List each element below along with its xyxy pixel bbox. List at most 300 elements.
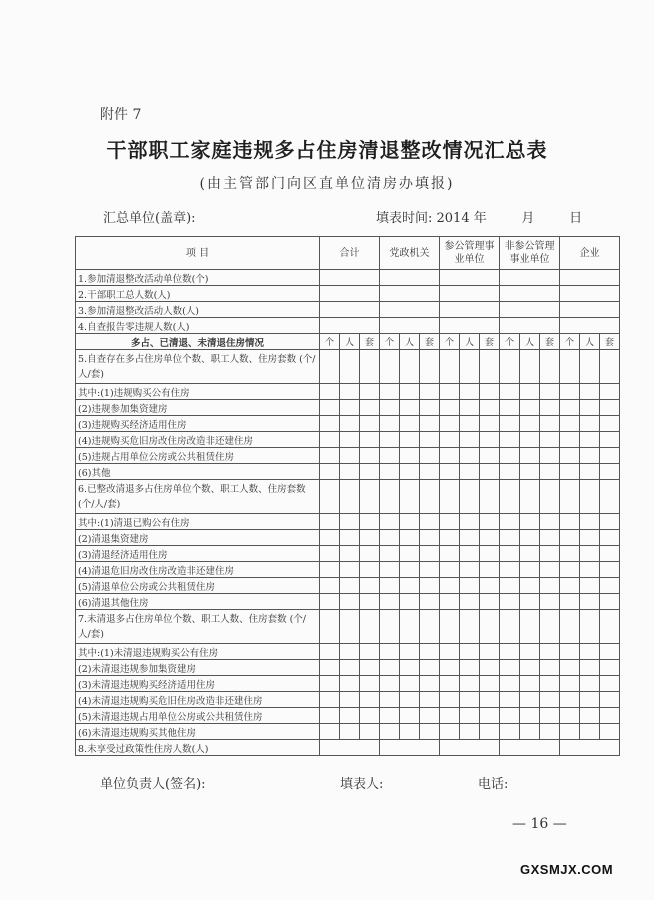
value-cell[interactable] — [400, 676, 420, 692]
value-cell[interactable] — [560, 416, 580, 432]
value-cell[interactable] — [440, 610, 460, 644]
value-cell[interactable] — [580, 416, 600, 432]
value-cell[interactable] — [360, 432, 380, 448]
value-cell[interactable] — [380, 286, 440, 302]
value-cell[interactable] — [520, 660, 540, 676]
value-cell[interactable] — [420, 530, 440, 546]
value-cell[interactable] — [580, 708, 600, 724]
value-cell[interactable] — [500, 708, 520, 724]
value-cell[interactable] — [560, 530, 580, 546]
value-cell[interactable] — [320, 676, 340, 692]
value-cell[interactable] — [440, 676, 460, 692]
value-cell[interactable] — [540, 432, 560, 448]
value-cell[interactable] — [320, 562, 340, 578]
value-cell[interactable] — [400, 594, 420, 610]
value-cell[interactable] — [540, 384, 560, 400]
value-cell[interactable] — [320, 448, 340, 464]
value-cell[interactable] — [360, 676, 380, 692]
value-cell[interactable] — [480, 708, 500, 724]
value-cell[interactable] — [540, 448, 560, 464]
value-cell[interactable] — [420, 610, 440, 644]
value-cell[interactable] — [440, 692, 460, 708]
value-cell[interactable] — [440, 660, 460, 676]
value-cell[interactable] — [600, 676, 620, 692]
value-cell[interactable] — [560, 562, 580, 578]
value-cell[interactable] — [340, 644, 360, 660]
value-cell[interactable] — [440, 416, 460, 432]
value-cell[interactable] — [480, 724, 500, 740]
value-cell[interactable] — [480, 546, 500, 562]
value-cell[interactable] — [520, 594, 540, 610]
value-cell[interactable] — [420, 724, 440, 740]
value-cell[interactable] — [420, 692, 440, 708]
value-cell[interactable] — [560, 724, 580, 740]
value-cell[interactable] — [420, 432, 440, 448]
value-cell[interactable] — [380, 594, 400, 610]
value-cell[interactable] — [460, 708, 480, 724]
value-cell[interactable] — [400, 480, 420, 514]
value-cell[interactable] — [560, 384, 580, 400]
value-cell[interactable] — [380, 562, 400, 578]
value-cell[interactable] — [520, 416, 540, 432]
value-cell[interactable] — [420, 400, 440, 416]
value-cell[interactable] — [520, 400, 540, 416]
value-cell[interactable] — [360, 350, 380, 384]
value-cell[interactable] — [460, 724, 480, 740]
value-cell[interactable] — [580, 480, 600, 514]
value-cell[interactable] — [520, 692, 540, 708]
value-cell[interactable] — [580, 350, 600, 384]
value-cell[interactable] — [560, 432, 580, 448]
value-cell[interactable] — [420, 660, 440, 676]
value-cell[interactable] — [340, 432, 360, 448]
value-cell[interactable] — [360, 594, 380, 610]
value-cell[interactable] — [600, 480, 620, 514]
value-cell[interactable] — [500, 400, 520, 416]
value-cell[interactable] — [440, 448, 460, 464]
value-cell[interactable] — [320, 692, 340, 708]
value-cell[interactable] — [400, 416, 420, 432]
value-cell[interactable] — [320, 416, 340, 432]
value-cell[interactable] — [500, 740, 560, 756]
value-cell[interactable] — [560, 644, 580, 660]
value-cell[interactable] — [340, 480, 360, 514]
value-cell[interactable] — [580, 594, 600, 610]
value-cell[interactable] — [520, 578, 540, 594]
value-cell[interactable] — [460, 578, 480, 594]
value-cell[interactable] — [580, 644, 600, 660]
value-cell[interactable] — [440, 740, 500, 756]
value-cell[interactable] — [460, 676, 480, 692]
value-cell[interactable] — [380, 318, 440, 334]
value-cell[interactable] — [360, 692, 380, 708]
value-cell[interactable] — [340, 708, 360, 724]
value-cell[interactable] — [380, 530, 400, 546]
value-cell[interactable] — [600, 562, 620, 578]
value-cell[interactable] — [460, 530, 480, 546]
value-cell[interactable] — [320, 610, 340, 644]
value-cell[interactable] — [320, 400, 340, 416]
value-cell[interactable] — [560, 400, 580, 416]
value-cell[interactable] — [400, 562, 420, 578]
value-cell[interactable] — [440, 644, 460, 660]
value-cell[interactable] — [400, 400, 420, 416]
value-cell[interactable] — [340, 350, 360, 384]
value-cell[interactable] — [400, 610, 420, 644]
value-cell[interactable] — [360, 480, 380, 514]
value-cell[interactable] — [480, 384, 500, 400]
value-cell[interactable] — [600, 708, 620, 724]
value-cell[interactable] — [540, 350, 560, 384]
value-cell[interactable] — [580, 562, 600, 578]
value-cell[interactable] — [320, 740, 380, 756]
value-cell[interactable] — [580, 432, 600, 448]
value-cell[interactable] — [500, 464, 520, 480]
value-cell[interactable] — [500, 562, 520, 578]
value-cell[interactable] — [420, 480, 440, 514]
value-cell[interactable] — [460, 692, 480, 708]
value-cell[interactable] — [500, 432, 520, 448]
value-cell[interactable] — [440, 400, 460, 416]
value-cell[interactable] — [560, 692, 580, 708]
value-cell[interactable] — [380, 660, 400, 676]
value-cell[interactable] — [560, 676, 580, 692]
value-cell[interactable] — [440, 708, 460, 724]
value-cell[interactable] — [440, 578, 460, 594]
value-cell[interactable] — [420, 384, 440, 400]
value-cell[interactable] — [380, 514, 400, 530]
value-cell[interactable] — [580, 610, 600, 644]
value-cell[interactable] — [580, 546, 600, 562]
value-cell[interactable] — [580, 660, 600, 676]
value-cell[interactable] — [540, 514, 560, 530]
value-cell[interactable] — [340, 530, 360, 546]
value-cell[interactable] — [480, 448, 500, 464]
value-cell[interactable] — [600, 578, 620, 594]
value-cell[interactable] — [480, 480, 500, 514]
value-cell[interactable] — [540, 692, 560, 708]
value-cell[interactable] — [500, 448, 520, 464]
value-cell[interactable] — [600, 660, 620, 676]
value-cell[interactable] — [320, 644, 340, 660]
value-cell[interactable] — [380, 416, 400, 432]
value-cell[interactable] — [500, 350, 520, 384]
value-cell[interactable] — [440, 530, 460, 546]
value-cell[interactable] — [520, 464, 540, 480]
value-cell[interactable] — [500, 594, 520, 610]
value-cell[interactable] — [380, 432, 400, 448]
value-cell[interactable] — [560, 286, 620, 302]
value-cell[interactable] — [340, 448, 360, 464]
value-cell[interactable] — [540, 676, 560, 692]
value-cell[interactable] — [460, 644, 480, 660]
value-cell[interactable] — [600, 692, 620, 708]
value-cell[interactable] — [400, 578, 420, 594]
value-cell[interactable] — [340, 692, 360, 708]
value-cell[interactable] — [340, 464, 360, 480]
value-cell[interactable] — [460, 384, 480, 400]
value-cell[interactable] — [400, 660, 420, 676]
value-cell[interactable] — [360, 644, 380, 660]
value-cell[interactable] — [380, 270, 440, 286]
value-cell[interactable] — [460, 464, 480, 480]
value-cell[interactable] — [400, 432, 420, 448]
value-cell[interactable] — [320, 464, 340, 480]
value-cell[interactable] — [320, 724, 340, 740]
value-cell[interactable] — [500, 676, 520, 692]
value-cell[interactable] — [520, 448, 540, 464]
value-cell[interactable] — [440, 594, 460, 610]
value-cell[interactable] — [480, 514, 500, 530]
value-cell[interactable] — [540, 724, 560, 740]
value-cell[interactable] — [480, 530, 500, 546]
value-cell[interactable] — [400, 724, 420, 740]
value-cell[interactable] — [440, 546, 460, 562]
value-cell[interactable] — [340, 546, 360, 562]
value-cell[interactable] — [360, 578, 380, 594]
value-cell[interactable] — [360, 610, 380, 644]
value-cell[interactable] — [320, 384, 340, 400]
value-cell[interactable] — [380, 384, 400, 400]
value-cell[interactable] — [400, 514, 420, 530]
value-cell[interactable] — [360, 464, 380, 480]
value-cell[interactable] — [580, 578, 600, 594]
value-cell[interactable] — [420, 676, 440, 692]
value-cell[interactable] — [500, 480, 520, 514]
value-cell[interactable] — [520, 610, 540, 644]
value-cell[interactable] — [320, 432, 340, 448]
value-cell[interactable] — [600, 432, 620, 448]
value-cell[interactable] — [600, 464, 620, 480]
value-cell[interactable] — [460, 546, 480, 562]
value-cell[interactable] — [480, 610, 500, 644]
value-cell[interactable] — [440, 270, 500, 286]
value-cell[interactable] — [600, 644, 620, 660]
value-cell[interactable] — [320, 302, 380, 318]
value-cell[interactable] — [600, 416, 620, 432]
value-cell[interactable] — [540, 578, 560, 594]
value-cell[interactable] — [460, 350, 480, 384]
value-cell[interactable] — [400, 644, 420, 660]
value-cell[interactable] — [400, 464, 420, 480]
value-cell[interactable] — [500, 724, 520, 740]
value-cell[interactable] — [540, 562, 560, 578]
value-cell[interactable] — [340, 676, 360, 692]
value-cell[interactable] — [520, 724, 540, 740]
value-cell[interactable] — [380, 610, 400, 644]
value-cell[interactable] — [320, 270, 380, 286]
value-cell[interactable] — [520, 384, 540, 400]
value-cell[interactable] — [460, 562, 480, 578]
value-cell[interactable] — [600, 530, 620, 546]
value-cell[interactable] — [480, 432, 500, 448]
value-cell[interactable] — [380, 578, 400, 594]
value-cell[interactable] — [500, 530, 520, 546]
value-cell[interactable] — [540, 610, 560, 644]
value-cell[interactable] — [560, 610, 580, 644]
value-cell[interactable] — [380, 644, 400, 660]
value-cell[interactable] — [360, 514, 380, 530]
value-cell[interactable] — [440, 432, 460, 448]
value-cell[interactable] — [520, 644, 540, 660]
value-cell[interactable] — [400, 708, 420, 724]
value-cell[interactable] — [360, 400, 380, 416]
value-cell[interactable] — [320, 480, 340, 514]
value-cell[interactable] — [380, 546, 400, 562]
value-cell[interactable] — [340, 594, 360, 610]
value-cell[interactable] — [500, 384, 520, 400]
value-cell[interactable] — [480, 350, 500, 384]
value-cell[interactable] — [500, 270, 560, 286]
value-cell[interactable] — [380, 480, 400, 514]
value-cell[interactable] — [460, 400, 480, 416]
value-cell[interactable] — [500, 302, 560, 318]
value-cell[interactable] — [500, 286, 560, 302]
value-cell[interactable] — [600, 546, 620, 562]
value-cell[interactable] — [600, 350, 620, 384]
value-cell[interactable] — [360, 708, 380, 724]
value-cell[interactable] — [480, 644, 500, 660]
value-cell[interactable] — [360, 546, 380, 562]
value-cell[interactable] — [380, 692, 400, 708]
value-cell[interactable] — [580, 464, 600, 480]
value-cell[interactable] — [580, 676, 600, 692]
value-cell[interactable] — [540, 530, 560, 546]
value-cell[interactable] — [400, 546, 420, 562]
value-cell[interactable] — [520, 708, 540, 724]
value-cell[interactable] — [360, 724, 380, 740]
value-cell[interactable] — [380, 740, 440, 756]
value-cell[interactable] — [400, 692, 420, 708]
value-cell[interactable] — [380, 676, 400, 692]
value-cell[interactable] — [420, 464, 440, 480]
value-cell[interactable] — [440, 350, 460, 384]
value-cell[interactable] — [480, 416, 500, 432]
value-cell[interactable] — [560, 708, 580, 724]
value-cell[interactable] — [320, 546, 340, 562]
value-cell[interactable] — [400, 350, 420, 384]
value-cell[interactable] — [400, 384, 420, 400]
value-cell[interactable] — [520, 676, 540, 692]
value-cell[interactable] — [420, 578, 440, 594]
value-cell[interactable] — [360, 660, 380, 676]
value-cell[interactable] — [360, 448, 380, 464]
value-cell[interactable] — [400, 530, 420, 546]
value-cell[interactable] — [560, 480, 580, 514]
value-cell[interactable] — [600, 448, 620, 464]
value-cell[interactable] — [520, 480, 540, 514]
value-cell[interactable] — [560, 740, 620, 756]
value-cell[interactable] — [480, 464, 500, 480]
value-cell[interactable] — [500, 514, 520, 530]
value-cell[interactable] — [580, 724, 600, 740]
value-cell[interactable] — [600, 610, 620, 644]
value-cell[interactable] — [500, 610, 520, 644]
value-cell[interactable] — [580, 530, 600, 546]
value-cell[interactable] — [320, 578, 340, 594]
value-cell[interactable] — [420, 448, 440, 464]
value-cell[interactable] — [360, 416, 380, 432]
value-cell[interactable] — [500, 644, 520, 660]
value-cell[interactable] — [440, 302, 500, 318]
value-cell[interactable] — [460, 416, 480, 432]
value-cell[interactable] — [600, 594, 620, 610]
value-cell[interactable] — [420, 594, 440, 610]
value-cell[interactable] — [320, 286, 380, 302]
value-cell[interactable] — [580, 400, 600, 416]
value-cell[interactable] — [340, 610, 360, 644]
value-cell[interactable] — [460, 594, 480, 610]
value-cell[interactable] — [440, 480, 460, 514]
value-cell[interactable] — [500, 416, 520, 432]
value-cell[interactable] — [520, 432, 540, 448]
value-cell[interactable] — [320, 660, 340, 676]
value-cell[interactable] — [560, 302, 620, 318]
value-cell[interactable] — [460, 610, 480, 644]
value-cell[interactable] — [460, 448, 480, 464]
value-cell[interactable] — [600, 384, 620, 400]
value-cell[interactable] — [320, 514, 340, 530]
value-cell[interactable] — [520, 562, 540, 578]
value-cell[interactable] — [380, 400, 400, 416]
value-cell[interactable] — [440, 724, 460, 740]
value-cell[interactable] — [440, 318, 500, 334]
value-cell[interactable] — [440, 514, 460, 530]
value-cell[interactable] — [540, 416, 560, 432]
value-cell[interactable] — [340, 562, 360, 578]
value-cell[interactable] — [420, 514, 440, 530]
value-cell[interactable] — [500, 318, 560, 334]
value-cell[interactable] — [340, 660, 360, 676]
value-cell[interactable] — [320, 530, 340, 546]
value-cell[interactable] — [580, 448, 600, 464]
value-cell[interactable] — [320, 708, 340, 724]
value-cell[interactable] — [580, 514, 600, 530]
value-cell[interactable] — [500, 578, 520, 594]
value-cell[interactable] — [420, 562, 440, 578]
value-cell[interactable] — [540, 480, 560, 514]
value-cell[interactable] — [340, 384, 360, 400]
value-cell[interactable] — [500, 692, 520, 708]
value-cell[interactable] — [360, 562, 380, 578]
value-cell[interactable] — [380, 724, 400, 740]
value-cell[interactable] — [440, 562, 460, 578]
value-cell[interactable] — [460, 660, 480, 676]
value-cell[interactable] — [440, 464, 460, 480]
value-cell[interactable] — [540, 546, 560, 562]
value-cell[interactable] — [340, 578, 360, 594]
value-cell[interactable] — [560, 578, 580, 594]
value-cell[interactable] — [580, 384, 600, 400]
value-cell[interactable] — [560, 514, 580, 530]
value-cell[interactable] — [500, 660, 520, 676]
value-cell[interactable] — [340, 400, 360, 416]
value-cell[interactable] — [460, 514, 480, 530]
value-cell[interactable] — [420, 708, 440, 724]
value-cell[interactable] — [420, 546, 440, 562]
value-cell[interactable] — [580, 692, 600, 708]
value-cell[interactable] — [360, 384, 380, 400]
value-cell[interactable] — [540, 594, 560, 610]
value-cell[interactable] — [460, 480, 480, 514]
value-cell[interactable] — [460, 432, 480, 448]
value-cell[interactable] — [480, 692, 500, 708]
value-cell[interactable] — [380, 708, 400, 724]
value-cell[interactable] — [340, 416, 360, 432]
value-cell[interactable] — [520, 350, 540, 384]
value-cell[interactable] — [560, 464, 580, 480]
value-cell[interactable] — [360, 530, 380, 546]
